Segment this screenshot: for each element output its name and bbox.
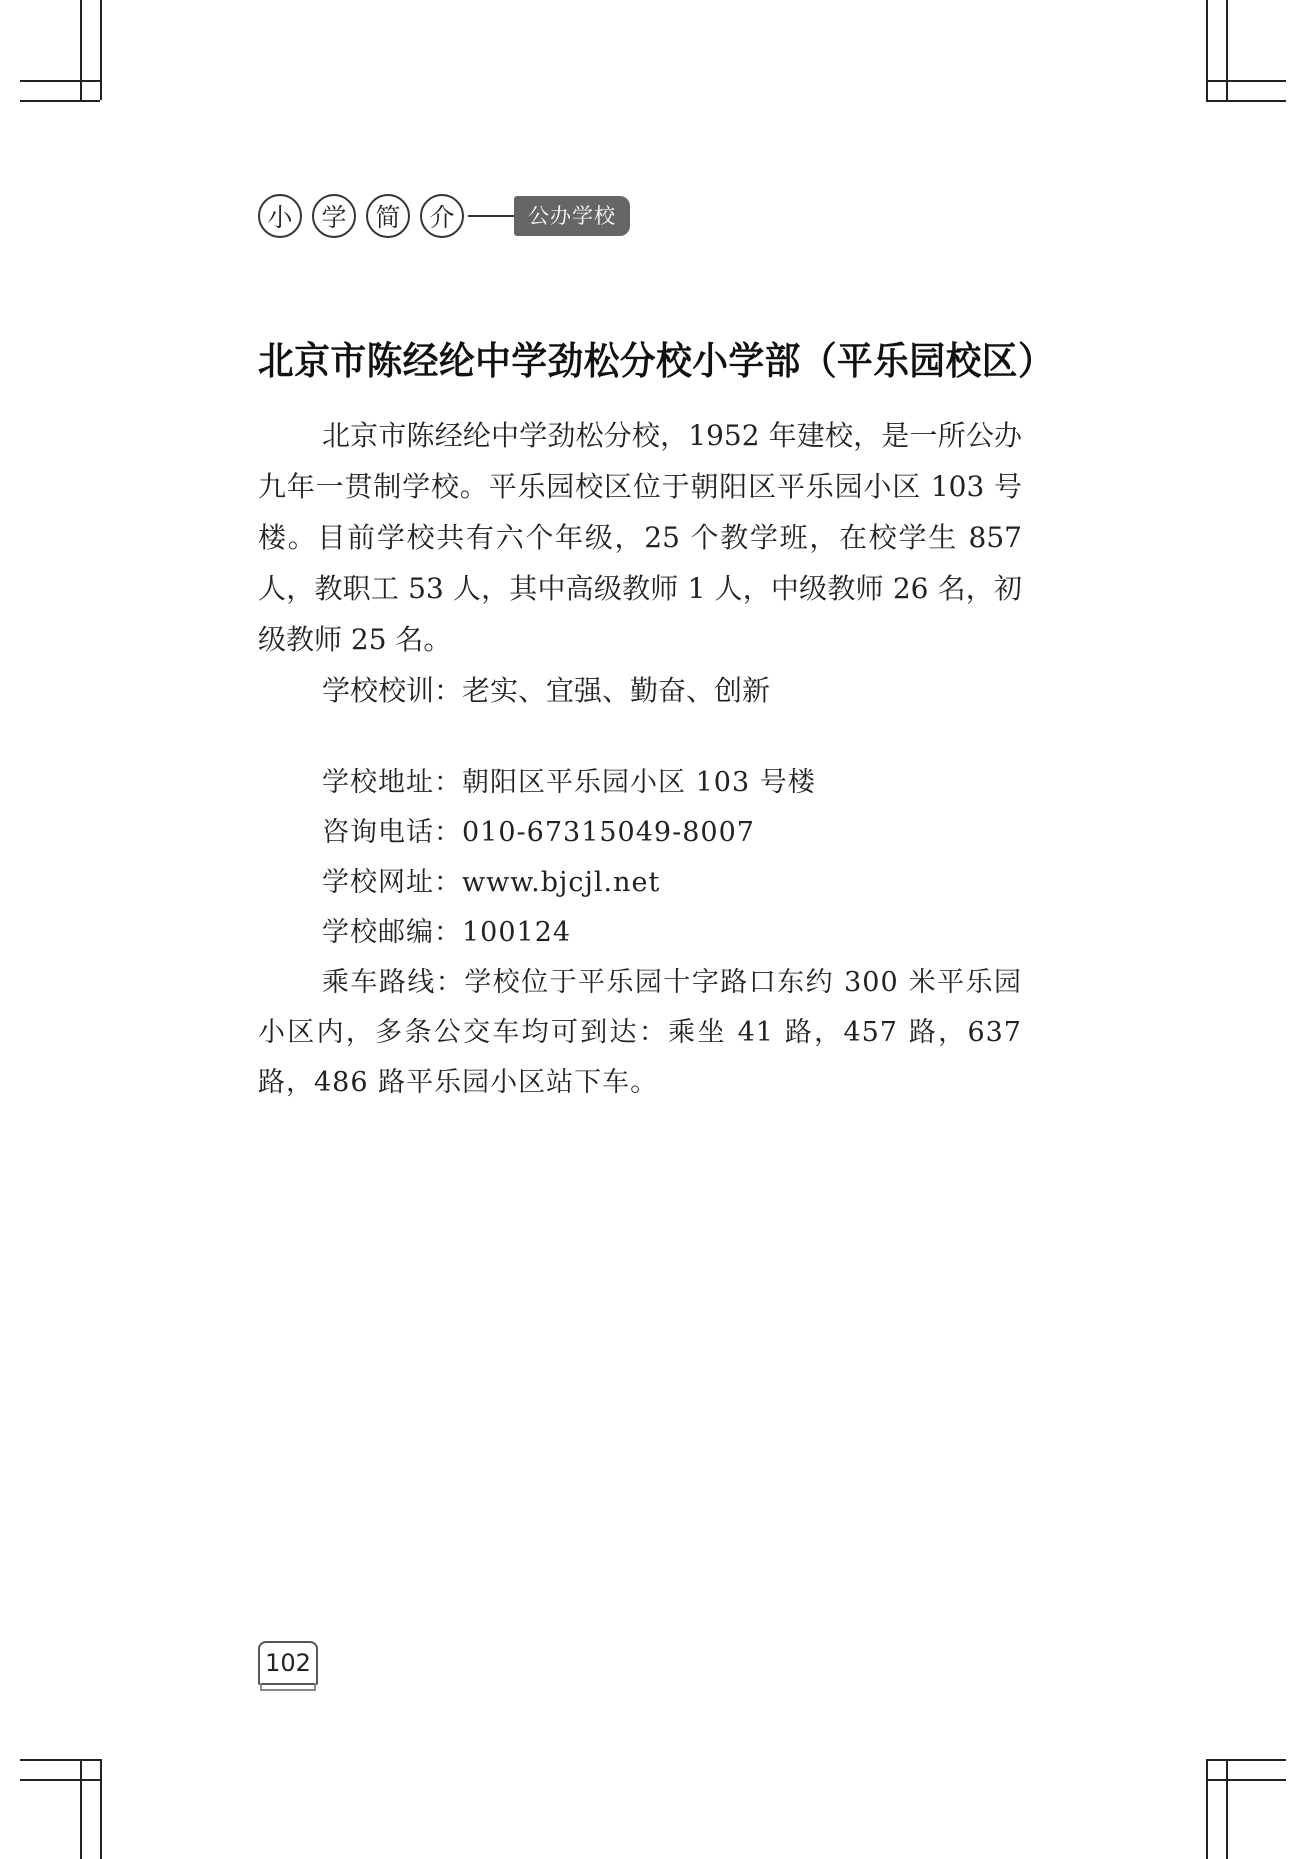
contact-info (258, 758, 1022, 1108)
phone-line: 咨询电话：010-67315049-8007 (322, 817, 755, 848)
crop-mark (1206, 1759, 1286, 1761)
postcode-line: 学校邮编：100124 (322, 917, 572, 948)
page-number: 102 (258, 1641, 318, 1685)
page-title: 北京市陈经纶中学劲松分校小学部（平乐园校区） (258, 339, 1055, 383)
address-line: 学校地址：朝阳区平乐园小区 103 号楼 (322, 767, 816, 798)
header-char: 简 (366, 194, 410, 238)
book-icon (260, 1683, 316, 1691)
header-char: 介 (420, 194, 464, 238)
crop-mark (100, 1759, 102, 1859)
intro-section (258, 410, 1022, 716)
crop-mark (80, 0, 82, 100)
page-number-badge (258, 1641, 320, 1693)
route-line: 乘车路线：学校位于平乐园十字路口东约 300 米平乐园小区内，多条公交车均可到达：乘坐 41 路，457 路，637 路，486 路平乐园小区站下车。 (258, 967, 1022, 1098)
intro-paragraph: 北京市陈经纶中学劲松分校，1952 年建校，是一所公办九年一贯制学校。平乐园校区位于朝阳区平乐园小区 103 号楼。目前学校共有六个年级，25 个教学班，在校学生 857 人，教职工 53 人，其中高级教师 1 人，中级教师 26 名，初级教师 25 名。 (258, 419, 1022, 656)
section-header (258, 192, 630, 240)
header-char: 学 (312, 194, 356, 238)
header-divider (468, 215, 514, 217)
crop-mark (1226, 0, 1228, 100)
crop-mark (1206, 0, 1208, 100)
crop-mark (20, 100, 100, 102)
crop-mark (1206, 1759, 1208, 1859)
crop-mark (20, 1759, 100, 1761)
crop-mark (100, 0, 102, 100)
crop-mark (1206, 1779, 1286, 1781)
crop-mark (80, 1759, 82, 1859)
website-line: 学校网址：www.bjcjl.net (322, 867, 661, 898)
crop-mark (1226, 1759, 1228, 1859)
header-char: 小 (258, 194, 302, 238)
category-badge: 公办学校 (514, 196, 630, 236)
crop-mark (1206, 80, 1286, 82)
crop-mark (20, 1779, 100, 1781)
crop-mark (1206, 100, 1286, 102)
crop-mark (20, 80, 100, 82)
school-motto: 学校校训：老实、宜强、勤奋、创新 (322, 674, 771, 707)
